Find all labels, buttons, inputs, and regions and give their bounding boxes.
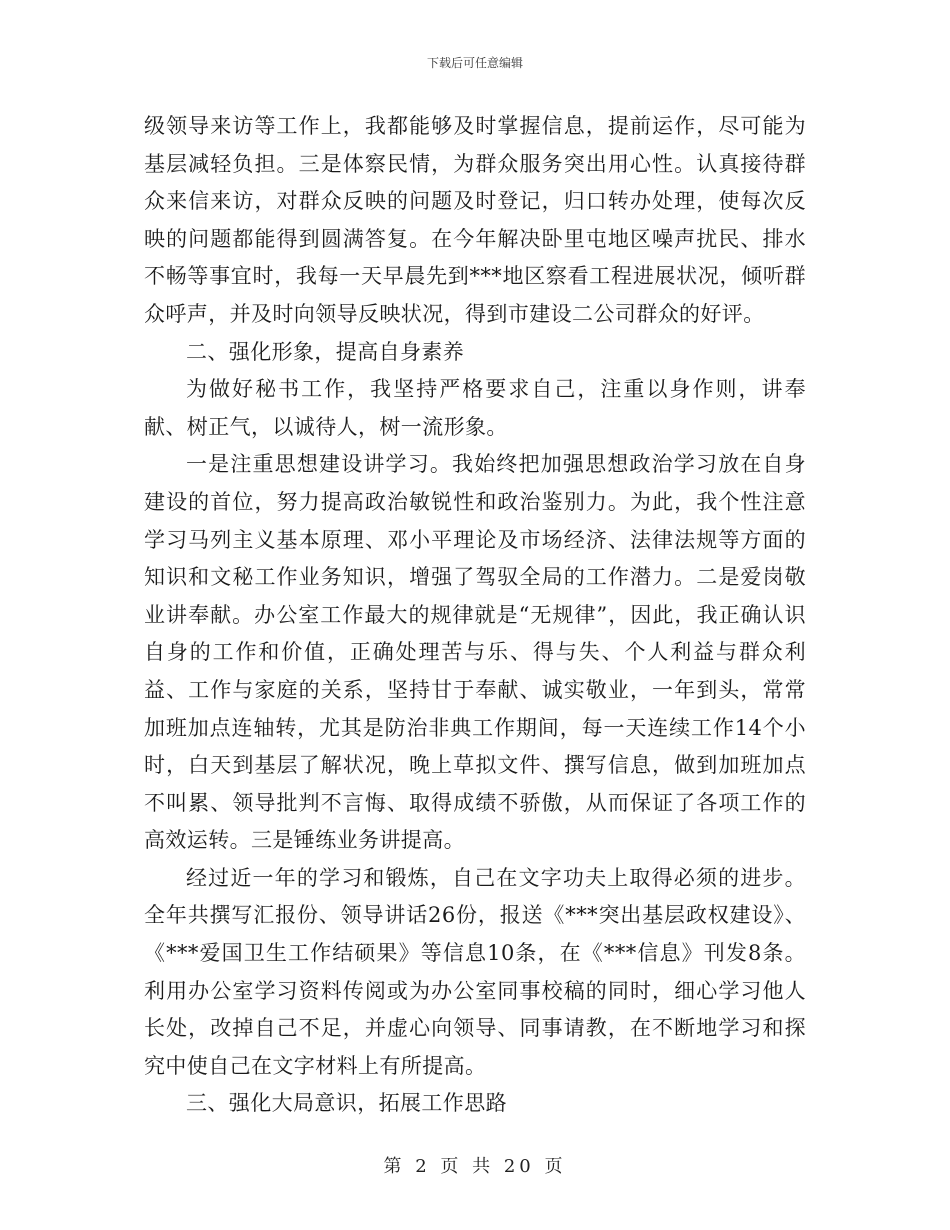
page-header: 下载后可任意编辑	[426, 56, 523, 70]
section-heading: 二、强化形象，提高自身素养	[186, 339, 465, 364]
page-number-footer: 第 2 页 共 20 页	[383, 1156, 567, 1177]
section-heading: 三、强化大局意识，拓展工作思路	[186, 1091, 507, 1116]
document-body	[144, 108, 806, 1123]
paragraph: 为做好秘书工作，我坚持严格要求自己，注重以身作则，讲奉献、树正气，以诚待人，树一流形象。	[144, 377, 806, 439]
paragraph: 一是注重思想建设讲学习。我始终把加强思想政治学习放在自身建设的首位，努力提高政治敏锐性和政治鉴别力。为此，我个性注意学习马列主义基本原理、邓小平理论及市场经济、法律法规等方面的知识和文秘工作业务知识，增强了驾驭全局的工作潜力。二是爱岗敬业讲奉献。办公室工作最大的规律就是“无规律”，因此，我正确认识自身的工作和价值，正确处理苦与乐、得与失、个人利益与群众利益、工作与家庭的关系，坚持甘于奉献、诚实敬业，一年到头，常常加班加点连轴转，尤其是防治非典工作期间，每一天连续工作14个小时，白天到基层了解状况，晚上草拟文件、撰写信息，做到加班加点不叫累、领导批判不言悔、取得成绩不骄傲，从而保证了各项工作的高效运转。三是锤练业务讲提高。	[144, 452, 806, 853]
paragraph: 经过近一年的学习和锻炼，自己在文字功夫上取得必须的进步。全年共撰写汇报份、领导讲话26份，报送《***突出基层政权建设》、《***爱国卫生工作结硕果》等信息10条，在《***信息》刊发8条。利用办公室学习资料传阅或为办公室同事校稿的同时，细心学习他人长处，改掉自己不足，并虚心向领导、同事请教，在不断地学习和探究中使自己在文字材料上有所提高。	[144, 865, 806, 1078]
paragraph: 级领导来访等工作上，我都能够及时掌握信息，提前运作，尽可能为基层减轻负担。三是体察民情，为群众服务突出用心性。认真接待群众来信来访，对群众反映的问题及时登记，归口转办处理，使每次反映的问题都能得到圆满答复。在今年解决卧里屯地区噪声扰民、排水不畅等事宜时，我每一天早晨先到***地区察看工程进展状况，倾听群众呼声，并及时向领导反映状况，得到市建设二公司群众的好评。	[144, 114, 806, 326]
